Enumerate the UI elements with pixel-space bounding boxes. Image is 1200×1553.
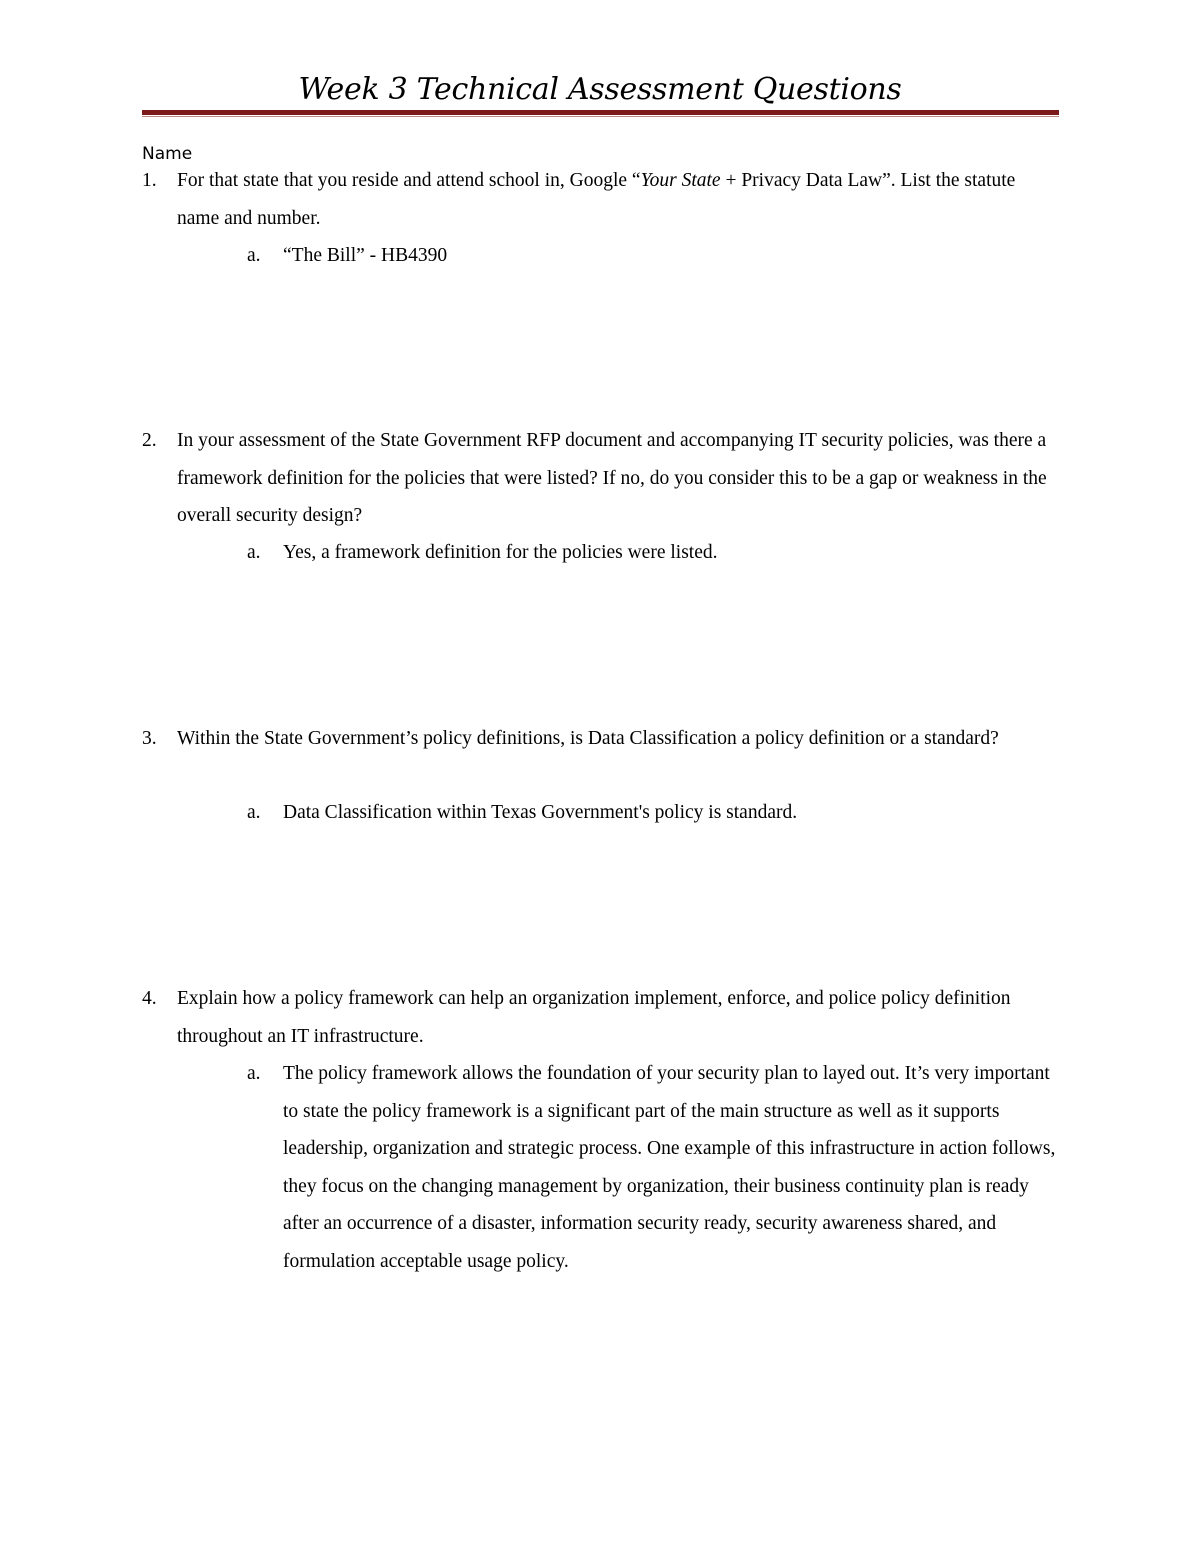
question-text: For that state that you reside and attend school in, Google “Your State + Privacy Data Law”. List the statute name and number. — [177, 170, 1016, 229]
question-1 — [142, 162, 1062, 237]
answer-letter: a. — [247, 245, 261, 266]
title-underline-shadow — [142, 116, 1059, 117]
answer-2 — [247, 534, 1057, 572]
answer-text: “The Bill” - HB4390 — [283, 245, 448, 266]
answer-text: The policy framework allows the foundation of your security plan to layed out. It’s very important to state the policy framework is a significant part of the main structure as well as it supports leadership, organization and strategic process. One example of this infrastructure in action follows, they focus on the changing management by organization, their business continuity plan is ready after an occurrence of a disaster, information security ready, security awareness shared, and formulation acceptable usage policy. — [283, 1063, 1056, 1272]
question-number: 2. — [142, 430, 157, 451]
answer-text: Data Classification within Texas Government's policy is standard. — [283, 802, 798, 823]
question-number: 4. — [142, 988, 157, 1009]
question-number: 3. — [142, 728, 157, 749]
question-text: In your assessment of the State Government RFP document and accompanying IT security policies, was there a framework definition for the policies that were listed? If no, do you consider this to be a gap or weakness in the overall security design? — [177, 430, 1047, 526]
answer-3 — [247, 794, 1057, 832]
answer-letter: a. — [247, 542, 261, 563]
answer-4 — [247, 1055, 1057, 1280]
name-label: Name — [142, 144, 193, 164]
question-3 — [142, 720, 1062, 758]
question-italic-text: Your State — [640, 170, 721, 191]
answer-1 — [247, 237, 1057, 275]
question-text: Explain how a policy framework can help an organization implement, enforce, and police policy definition throughout an IT infrastructure. — [177, 988, 1011, 1047]
question-2 — [142, 422, 1062, 535]
question-4 — [142, 980, 1062, 1055]
question-number: 1. — [142, 170, 157, 191]
title-underline — [142, 110, 1059, 115]
question-text: Within the State Government’s policy definitions, is Data Classification a policy definition or a standard? — [177, 728, 999, 749]
document-title: Week 3 Technical Assessment Questions — [298, 72, 902, 107]
answer-text: Yes, a framework definition for the policies were listed. — [283, 542, 718, 563]
answer-letter: a. — [247, 802, 261, 823]
answer-letter: a. — [247, 1063, 261, 1084]
